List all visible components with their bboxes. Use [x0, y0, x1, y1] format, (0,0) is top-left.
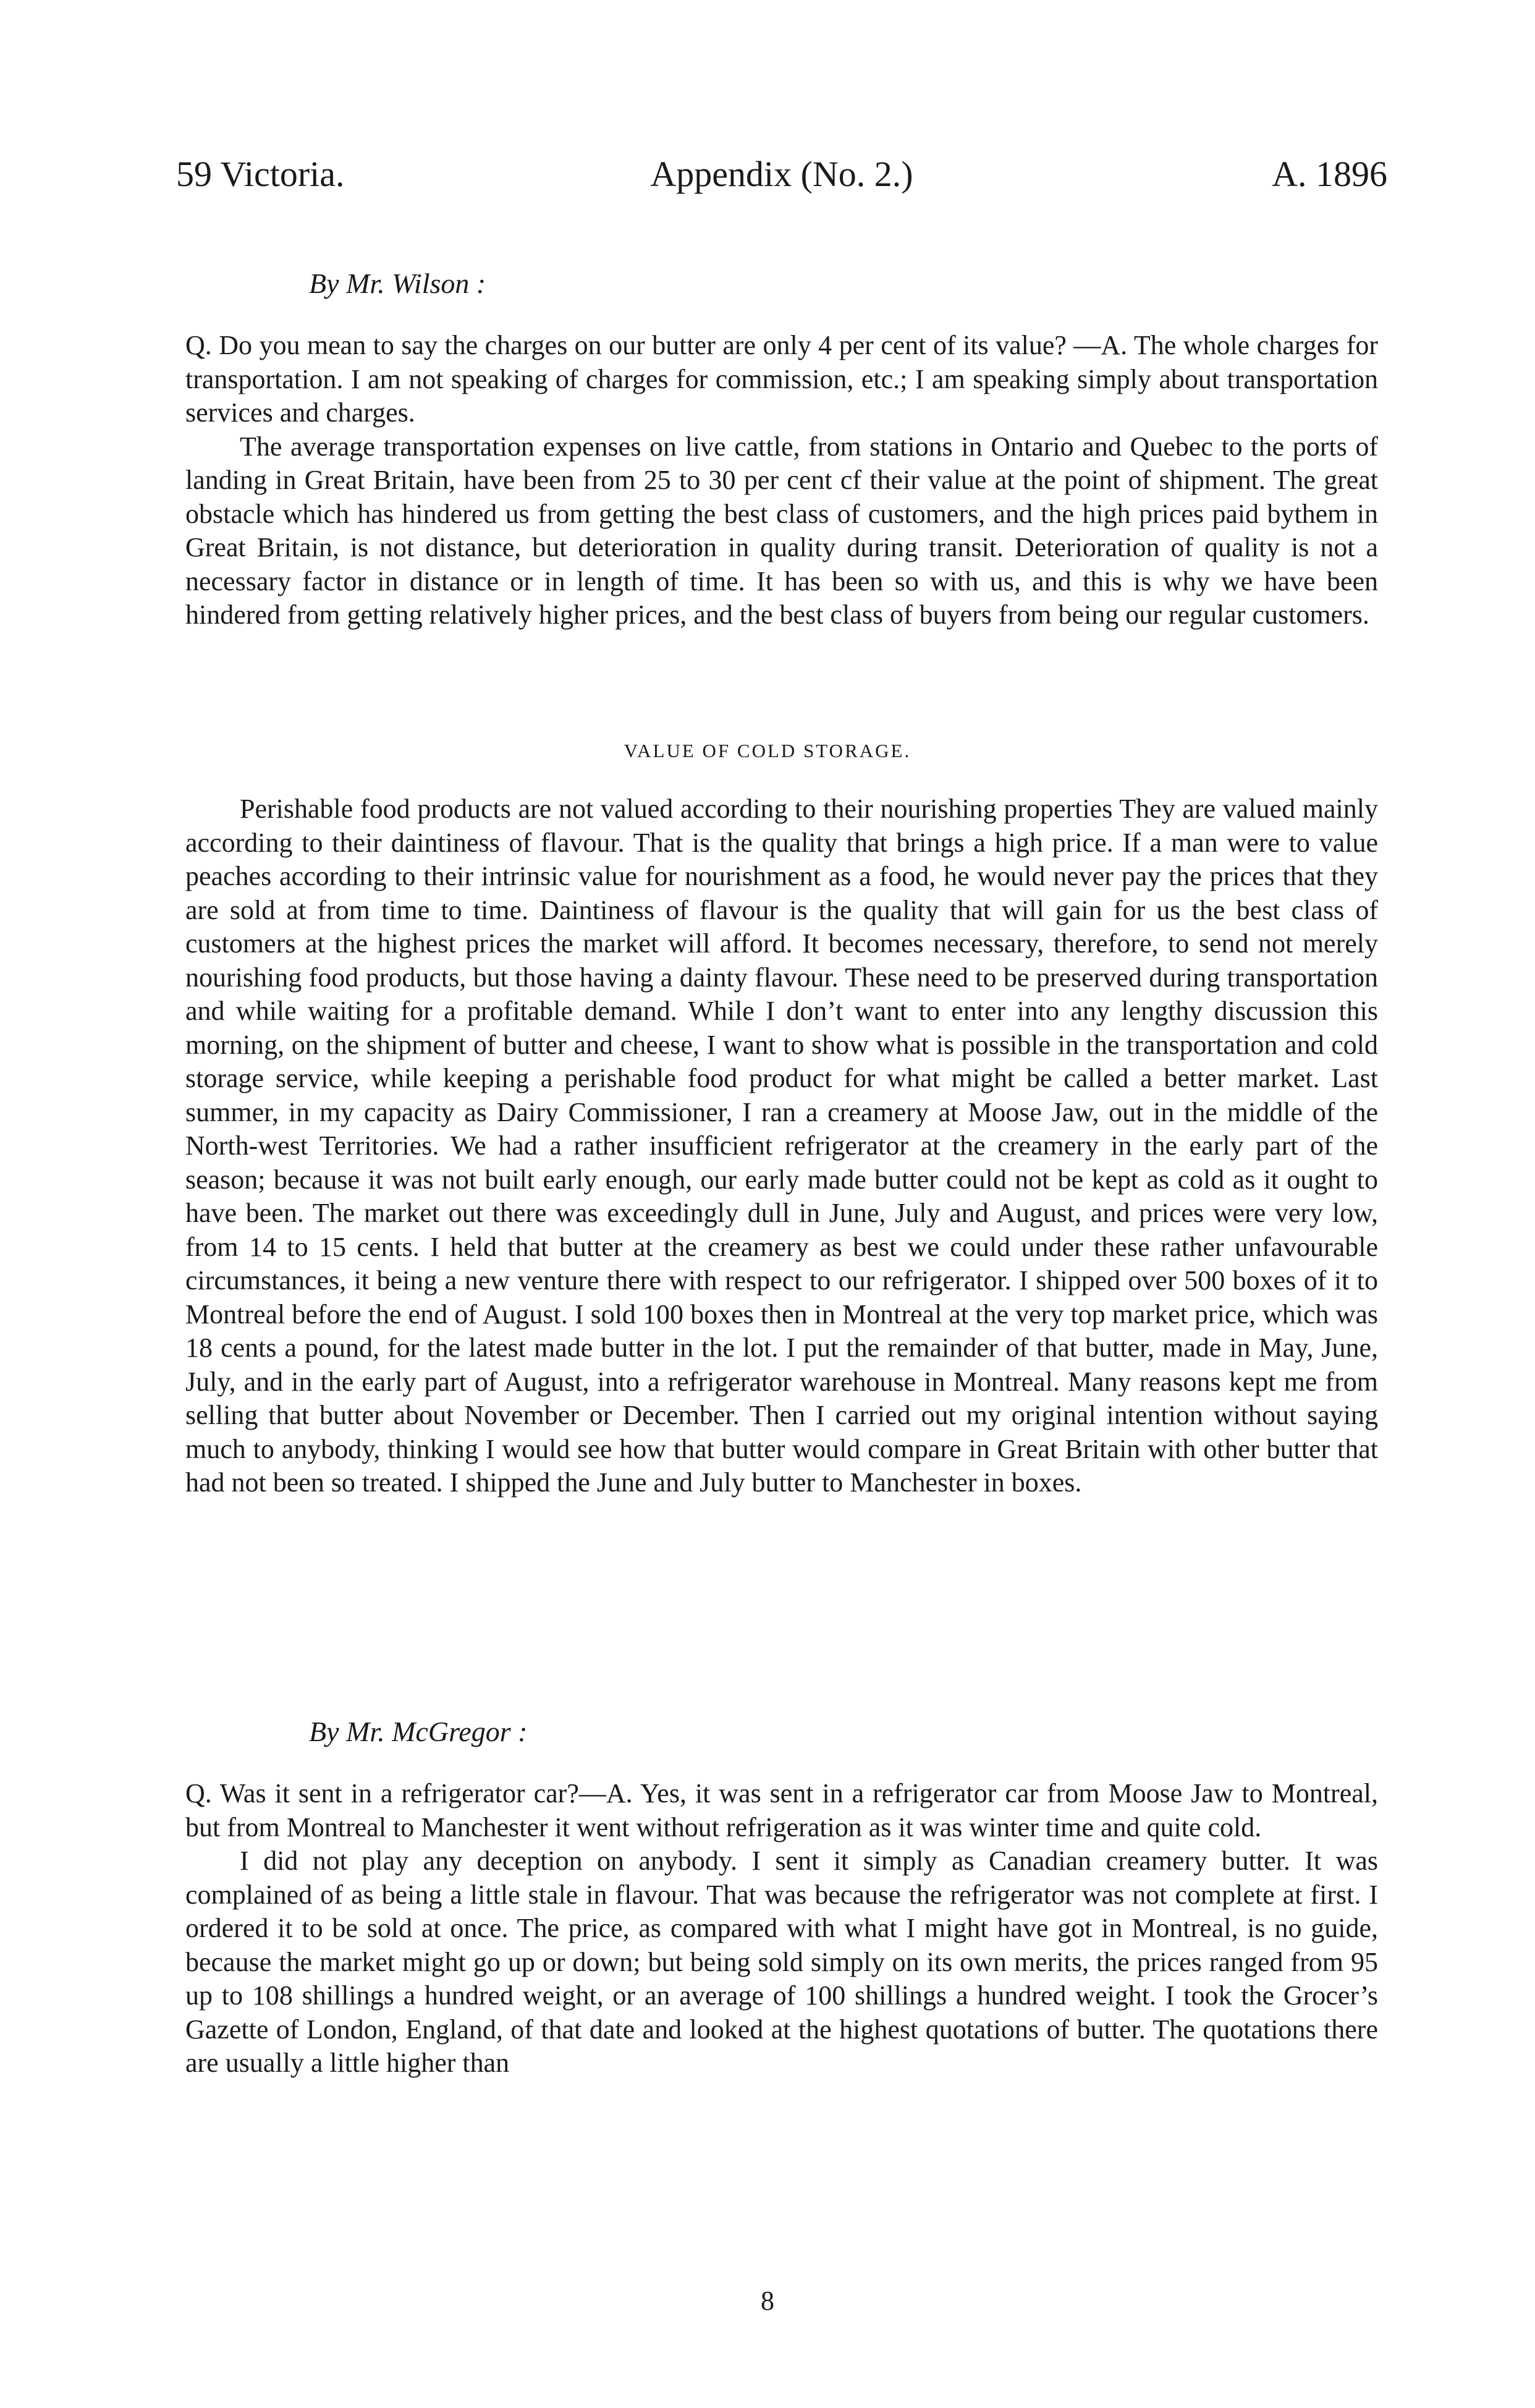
testimony-block-cold-storage: [185, 792, 1378, 1500]
paragraph-perishable-food: Perishable food products are not valued according to their nourishing properties They are valued mainly according to their daintiness of flavour. That is the quality that brings a high price. If a man were to value peaches according to their intrinsic value for nourishment as a food, he would never pay the prices that they are sold at from time to time. Daintiness of flavour is the quality that will gain for us the best class of customers at the highest prices the market will afford. It becomes necessary, therefore, to send not merely nourishing food products, but those having a dainty flavour. These need to be preserved during transportation and while waiting for a profitable demand. While I don’t want to enter into any lengthy discussion this morning, on the shipment of butter and cheese, I want to show what is possible in the transportation and cold storage service, while keeping a perishable food product for what might be called a better market. Last summer, in my capacity as Dairy Commissioner, I ran a creamery at Moose Jaw, out in the middle of the North-west Territories. We had a rather insufficient refrigerator at the creamery in the early part of the season; because it was not built early enough, our early made butter could not be kept as cold as it ought to have been. The market out there was exceedingly dull in June, July and August, and prices were very low, from 14 to 15 cents. I held that butter at the creamery as best we could under these rather unfavourable circumstances, it being a new venture there with respect to our refrigerator. I shipped over 500 boxes of it to Montreal before the end of August. I sold 100 boxes then in Montreal at the very top market price, which was 18 cents a pound, for the latest made butter in the lot. I put the remainder of that butter, made in May, June, July, and in the early part of August, into a refrigerator warehouse in Montreal. Many reasons kept me from selling that butter about November or December. Then I carried out my original intention without saying much to anybody, thinking I would see how that butter would compare in Great Britain with other butter that had not been so treated. I shipped the June and July butter to Manchester in boxes.: [185, 794, 1378, 1498]
paragraph-refrigerator-car: Q. Was it sent in a refrigerator car?—A. Yes, it was sent in a refrigerator car from Moose Jaw to Montreal, but from Montreal to Manchester it went without refrigeration as it was winter time and quite cold.: [185, 1778, 1378, 1842]
header-year: A. 1896: [1272, 154, 1387, 194]
header-session: 59 Victoria.: [176, 154, 345, 194]
paragraph-no-deception: I did not play any deception on anybody. I sent it simply as Canadian creamery butter. It was complained of as being a little stale in flavour. That was because the refrigerator was not complete at first. I ordered it to be sold at once. The price, as compared with what I might have got in Montreal, is no guide, because the market might go up or down; but being sold simply on its own merits, the prices ranged from 95 up to 108 shillings a hundred weight, or an average of 100 shillings a hundred weight. I took the Grocer’s Gazette of London, England, of that date and looked at the highest quotations of butter. The quotations there are usually a little higher than: [185, 1846, 1378, 2078]
testimony-block-mcgregor: [185, 1777, 1378, 2080]
testimony-block-wilson: [185, 329, 1378, 632]
speaker-label-mcgregor: By Mr. McGregor :: [309, 1716, 528, 1747]
paragraph-transport-expenses: The average transportation expenses on live cattle, from stations in Ontario and Quebec to the ports of landing in Great Britain, have been from 25 to 30 per cent cf their value at the point of shipment. The great obstacle which has hindered us from getting the best class of customers, and the high prices paid bythem in Great Britain, is not distance, but deterioration in quality during transit. Deterioration of quality is not a necessary factor in distance or in length of time. It has been so with us, and this is why we have been hindered from getting relatively higher prices, and the best class of buyers from being our regular customers.: [185, 431, 1378, 630]
speaker-label-wilson: By Mr. Wilson :: [309, 268, 486, 299]
header-appendix: Appendix (No. 2.): [650, 154, 913, 194]
paragraph-question-charges: Q. Do you mean to say the charges on our butter are only 4 per cent of its value? —A. The whole charges for transportation. I am not speaking of charges for commission, etc.; I am speaking simply about transportation services and charges.: [185, 330, 1378, 428]
running-head: [176, 153, 1387, 203]
page-number: 8: [761, 2286, 774, 2316]
section-heading: VALUE OF COLD STORAGE.: [624, 740, 911, 761]
